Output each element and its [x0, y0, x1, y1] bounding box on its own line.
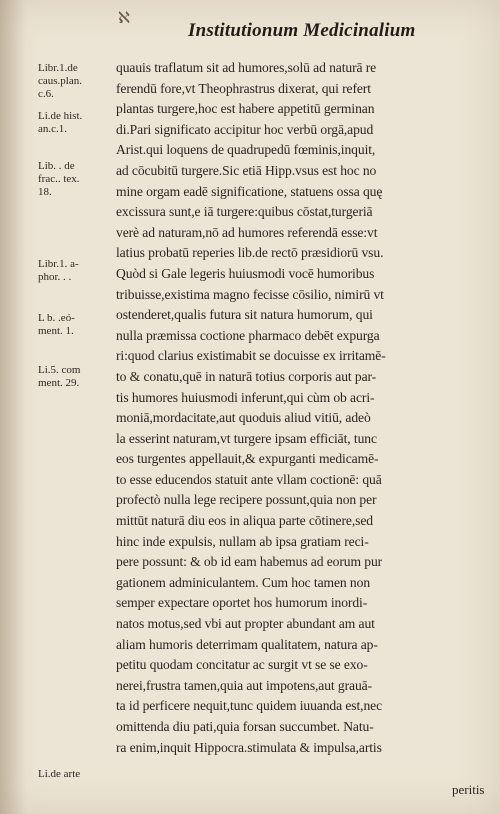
margin-note-line: ment. 29. [38, 377, 80, 389]
margin-note [38, 312, 75, 338]
text-line: nerei,frustra tamen,quia aut impotens,aut grauā- [116, 677, 373, 693]
margin-note [38, 258, 79, 284]
margin-note-line: Libr.1.de [38, 62, 78, 74]
margin-note-line: Li.de arte [38, 768, 81, 780]
margin-note [38, 364, 80, 390]
margin-notes [0, 0, 112, 814]
margin-note-line: Lib. . de [38, 160, 75, 172]
margin-note-line: Libr.1. a- [38, 258, 79, 270]
margin-note-line: ment. 1. [38, 325, 74, 337]
margin-note-line: Li.5. com [38, 364, 81, 376]
text-line: moniā,mordacitate,aut quoduis aliud vitiū, adeò [116, 410, 371, 426]
text-line: hinc inde expulsis, nullam ab ipsa gratiam reci- [116, 533, 369, 549]
text-line: plantas turgere,hoc est habere appetitū germinan [116, 101, 375, 117]
text-line: to esse educendos statuit ante vllam coctionē: quā [116, 471, 382, 487]
margin-note [38, 160, 80, 199]
margin-note-line: frac.. tex. [38, 173, 80, 185]
text-line: Quòd si Gale legeris huiusmodi vocē humoribus [116, 265, 375, 281]
text-line: ferendū fore,vt Theophrastrus dixerat, qui refert [116, 80, 371, 96]
catchword: peritis [452, 782, 485, 797]
margin-note-line: caus.plan. [38, 75, 82, 87]
margin-note [38, 768, 80, 781]
running-head: Institutionum Medicinalium [188, 20, 416, 41]
text-line: ri:quod clarius existimabit se docuisse ex irritamē- [116, 348, 386, 364]
margin-note-line: an.c.1. [38, 123, 68, 135]
margin-note-line: L b. .eó- [38, 312, 75, 324]
margin-note [38, 62, 82, 101]
text-line: tribuisse,existima magno fecisse cōsilio, nimirū vt [116, 286, 384, 302]
text-line: aliam humoris deterrimam qualitatem, natura ap- [116, 636, 378, 652]
text-line: omittenda diu pati,quia forsan succumbet. Natu- [116, 719, 374, 734]
text-line: petitu quodam concitatur ac surgit vt se se exo- [116, 657, 368, 673]
margin-note-line: 18. [38, 186, 52, 198]
text-line: la esserint naturam,vt turgere ipsam efficiāt, tunc [116, 430, 377, 446]
text-line: eos turgentes appellauit,& expurganti medicamē- [116, 451, 379, 467]
text-line: ad cōcubitū turgere.Sic etiā Hipp.vsus est hoc no [116, 162, 377, 178]
text-line: pere possunt: & ob id eam habemus ad eorum pur [116, 554, 383, 570]
corner-mark: ℵ [118, 10, 130, 27]
margin-note-line: phor. . . [38, 271, 72, 283]
text-line: semper expectare oportet hos humorum inordi- [116, 595, 368, 611]
text-line: quauis traflatum sit ad humores,solū ad naturā re [116, 60, 377, 75]
text-line: latius probatū reperies lib.de rectō præsidiorū vsu. [116, 245, 384, 261]
text-line: mine orgam eadē significatione, statuens ossa quę [116, 183, 383, 199]
body-text [116, 58, 488, 758]
text-line: Arist.qui loquens de quadrupedū fœminis,inquit, [116, 142, 376, 158]
text-line: di.Pari significato accipitur hoc verbū orgā,apud [116, 121, 374, 137]
text-line: nulla præmissa coctione pharmaco debēt expurga [116, 327, 380, 343]
margin-note-line: Li.de hist. [38, 110, 83, 122]
margin-note-line: c.6. [38, 88, 54, 100]
text-line: ra enim,inquit Hippocra.stimulata & impulsa,artis [116, 739, 382, 755]
text-line: natos motus,sed vbi aut propter abundant am aut [116, 616, 375, 632]
text-line: gationem adminiculantem. Cum hoc tamen non [116, 574, 371, 590]
text-line: tis humores huiusmodi inferunt,qui cùm ob acri- [116, 389, 375, 405]
text-line: mittūt naturā diu eos in aliqua parte cōtinere,sed [116, 513, 373, 529]
text-line: profectò nulla lege recipere possunt,quia non per [116, 492, 377, 508]
text-line: to & conatu,quē in naturā totius corporis aut par- [116, 368, 377, 384]
text-line: ta id perficere nequit,tunc quidem iuuanda est,nec [116, 698, 383, 714]
margin-note [38, 110, 82, 136]
text-line: verè ad naturam,nō ad humores referendā esse:vt [116, 224, 378, 240]
text-line: ostenderet,qualis futura sit natura humorum, qui [116, 307, 373, 323]
text-line: excissura sunt,e iā turgere:quibus cōstat,turgeriā [116, 204, 373, 220]
